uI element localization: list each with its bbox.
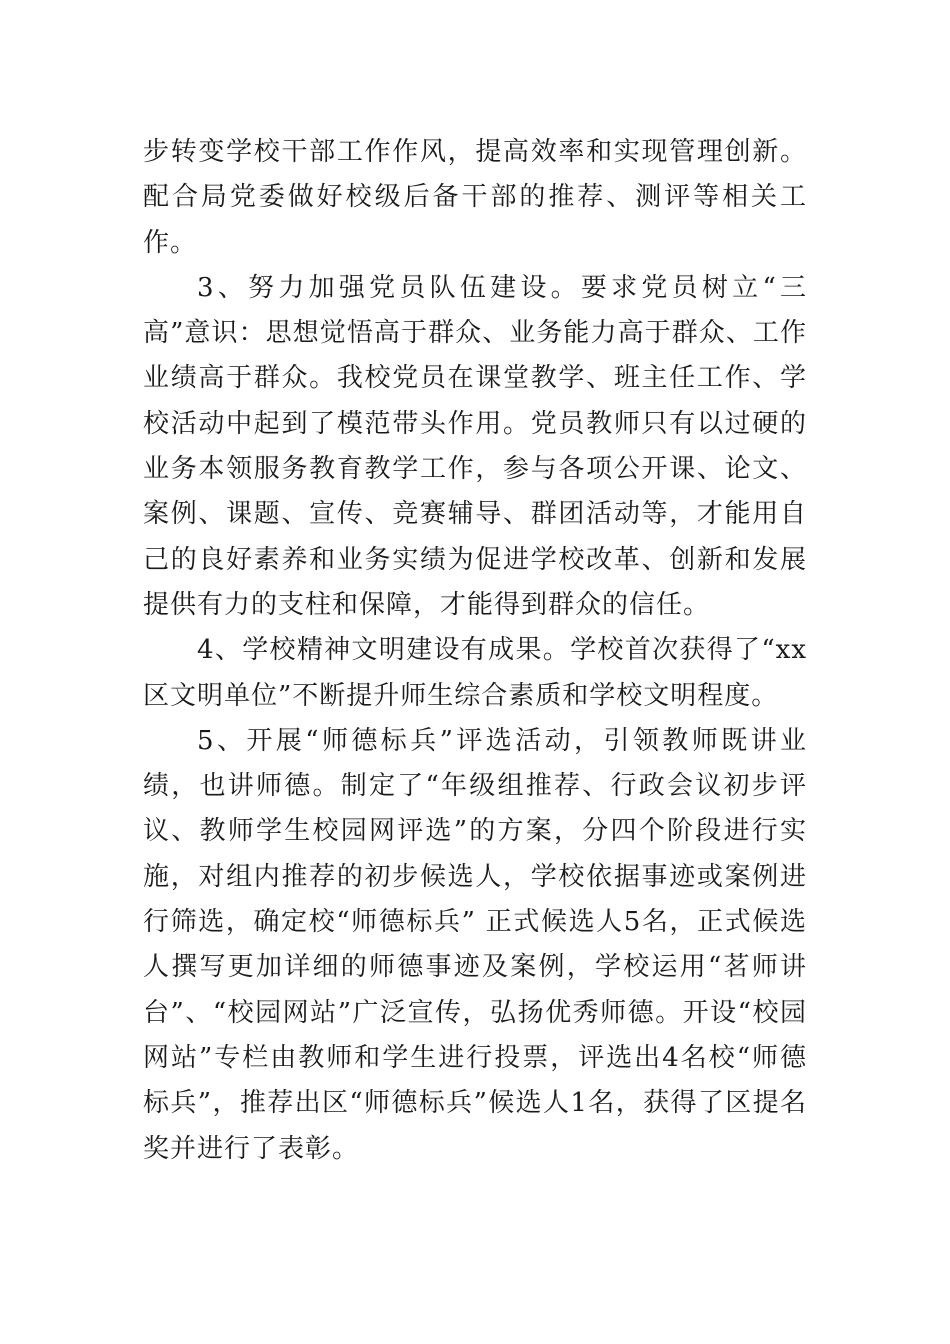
paragraph-item-5: 5、开展“师德标兵”评选活动，引领教师既讲业绩，也讲师德。制定了“年级组推荐、行政会议初步评议、教师学生校园网评选”的方案，分四个阶段进行实施，对组内推荐的初步候选人，学校依据事迹或案例进行筛选，确定校“师德标兵” 正式候选人5名，正式候选人撰写更加详细的师德事迹及案例，学校运用“茗师讲台”、“校园网站”广泛宣传，弘扬优秀师德。开设“校园网站”专栏由教师和学生进行投票，评选出4名校“师德标兵”，推荐出区“师德标兵”候选人1名，获得了区提名奖并进行了表彰。: [143, 725, 807, 1164]
paragraph-continuation: 步转变学校干部工作作风，提高效率和实现管理创新。配合局党委做好校级后备干部的推荐、测评等相关工作。: [143, 137, 807, 258]
paragraph-item-4: 4、学校精神文明建设有成果。学校首次获得了“xx区文明单位”不断提升师生综合素质和学校文明程度。: [143, 635, 807, 711]
document-body: [143, 130, 807, 1172]
paragraph-item-3: 3、努力加强党员队伍建设。要求党员树立“三高”意识：思想觉悟高于群众、业务能力高于群众、工作业绩高于群众。我校党员在课堂教学、班主任工作、学校活动中起到了模范带头作用。党员教师只有以过硬的业务本领服务教育教学工作，参与各项公开课、论文、案例、课题、宣传、竞赛辅导、群团活动等，才能用自己的良好素养和业务实绩为促进学校改革、创新和发展提供有力的支柱和保障，才能得到群众的信任。: [143, 272, 807, 620]
